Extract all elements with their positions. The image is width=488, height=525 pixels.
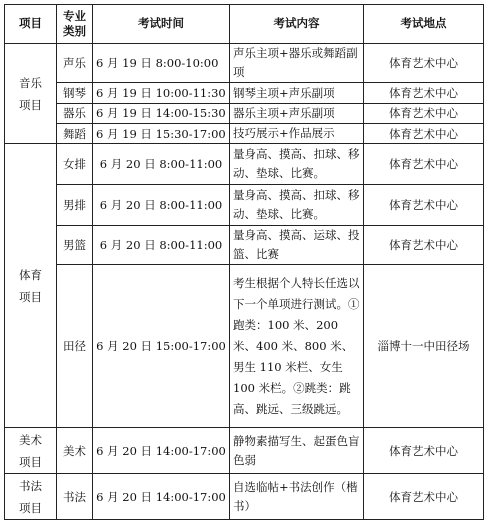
content-cell: 量身高、摸高、运球、投篮、比赛 xyxy=(230,225,364,265)
exam-schedule-table xyxy=(4,4,484,520)
time-cell: 6 月 19 日 14:00-15:30 xyxy=(93,103,230,123)
table-row xyxy=(5,474,484,520)
major-cell: 器乐 xyxy=(57,103,93,123)
header-major-line1: 专业 xyxy=(63,8,86,23)
time-cell: 6 月 20 日 14:00-17:00 xyxy=(93,428,230,474)
table-row xyxy=(5,124,484,144)
location-cell: 体育艺术中心 xyxy=(364,103,484,123)
major-cell: 书法 xyxy=(57,474,93,520)
time-cell: 6 月 19 日 8:00-10:00 xyxy=(93,43,230,83)
content-cell: 量身高、摸高、扣球、移动、垫球、比赛。 xyxy=(230,144,364,185)
location-cell: 体育艺术中心 xyxy=(364,185,484,226)
header-content: 考试内容 xyxy=(230,5,364,44)
location-cell: 体育艺术中心 xyxy=(364,83,484,103)
major-cell: 男篮 xyxy=(57,225,93,265)
content-cell: 量身高、摸高、扣球、移动、垫球、比赛。 xyxy=(230,185,364,226)
time-cell: 6 月 20 日 15:00-17:00 xyxy=(93,265,230,428)
category-music-line2: 项目 xyxy=(19,97,42,112)
header-project: 项目 xyxy=(5,5,57,44)
table-row xyxy=(5,103,484,123)
category-sports xyxy=(5,144,57,428)
time-cell: 6 月 19 日 10:00-11:30 xyxy=(93,83,230,103)
content-cell: 技巧展示+作品展示 xyxy=(230,124,364,144)
time-cell: 6 月 20 日 8:00-11:00 xyxy=(93,144,230,185)
category-art-line2: 项目 xyxy=(19,454,42,469)
category-sports-line2: 项目 xyxy=(19,289,42,304)
content-cell: 器乐主项+声乐副项 xyxy=(230,103,364,123)
major-cell: 声乐 xyxy=(57,43,93,83)
content-cell: 自选临帖+书法创作（楷书） xyxy=(230,474,364,520)
location-cell: 体育艺术中心 xyxy=(364,474,484,520)
table-row xyxy=(5,225,484,265)
table-row xyxy=(5,428,484,474)
category-calligraphy xyxy=(5,474,57,520)
content-cell: 静物素描写生、起蛋色盲色弱 xyxy=(230,428,364,474)
category-calligraphy-line2: 项目 xyxy=(19,500,42,515)
header-time: 考试时间 xyxy=(93,5,230,44)
major-cell: 钢琴 xyxy=(57,83,93,103)
time-cell: 6 月 20 日 14:00-17:00 xyxy=(93,474,230,520)
location-cell: 淄博十一中田径场 xyxy=(364,265,484,428)
major-cell: 舞蹈 xyxy=(57,124,93,144)
header-major xyxy=(57,5,93,44)
table-row xyxy=(5,43,484,83)
content-cell: 钢琴主项+声乐副项 xyxy=(230,83,364,103)
category-music-line1: 音乐 xyxy=(19,75,42,90)
category-sports-line1: 体育 xyxy=(19,267,42,282)
exam-schedule-document xyxy=(4,4,483,520)
time-cell: 6 月 20 日 8:00-11:00 xyxy=(93,185,230,226)
time-cell: 6 月 19 日 15:30-17:00 xyxy=(93,124,230,144)
major-cell: 男排 xyxy=(57,185,93,226)
header-row xyxy=(5,5,484,44)
table-row xyxy=(5,265,484,428)
location-cell: 体育艺术中心 xyxy=(364,225,484,265)
category-art-line1: 美术 xyxy=(19,432,42,447)
table-row xyxy=(5,144,484,185)
table-row xyxy=(5,185,484,226)
location-cell: 体育艺术中心 xyxy=(364,43,484,83)
header-location: 考试地点 xyxy=(364,5,484,44)
category-art xyxy=(5,428,57,474)
category-calligraphy-line1: 书法 xyxy=(19,478,42,493)
major-cell: 美术 xyxy=(57,428,93,474)
content-cell: 声乐主项+器乐或舞蹈副项 xyxy=(230,43,364,83)
time-cell: 6 月 20 日 8:00-11:00 xyxy=(93,225,230,265)
location-cell: 体育艺术中心 xyxy=(364,144,484,185)
major-cell: 女排 xyxy=(57,144,93,185)
location-cell: 体育艺术中心 xyxy=(364,428,484,474)
major-cell: 田径 xyxy=(57,265,93,428)
content-cell: 考生根据个人特长任选以下一个单项进行测试。①跑类：100 米、200 米、400 米、800 米、男生 110 米栏、女生 100 米栏。②跳类：跳高、跳远、三级跳远。 xyxy=(230,265,364,428)
table-row xyxy=(5,83,484,103)
category-music xyxy=(5,43,57,144)
location-cell: 体育艺术中心 xyxy=(364,124,484,144)
header-major-line2: 类别 xyxy=(63,23,86,38)
